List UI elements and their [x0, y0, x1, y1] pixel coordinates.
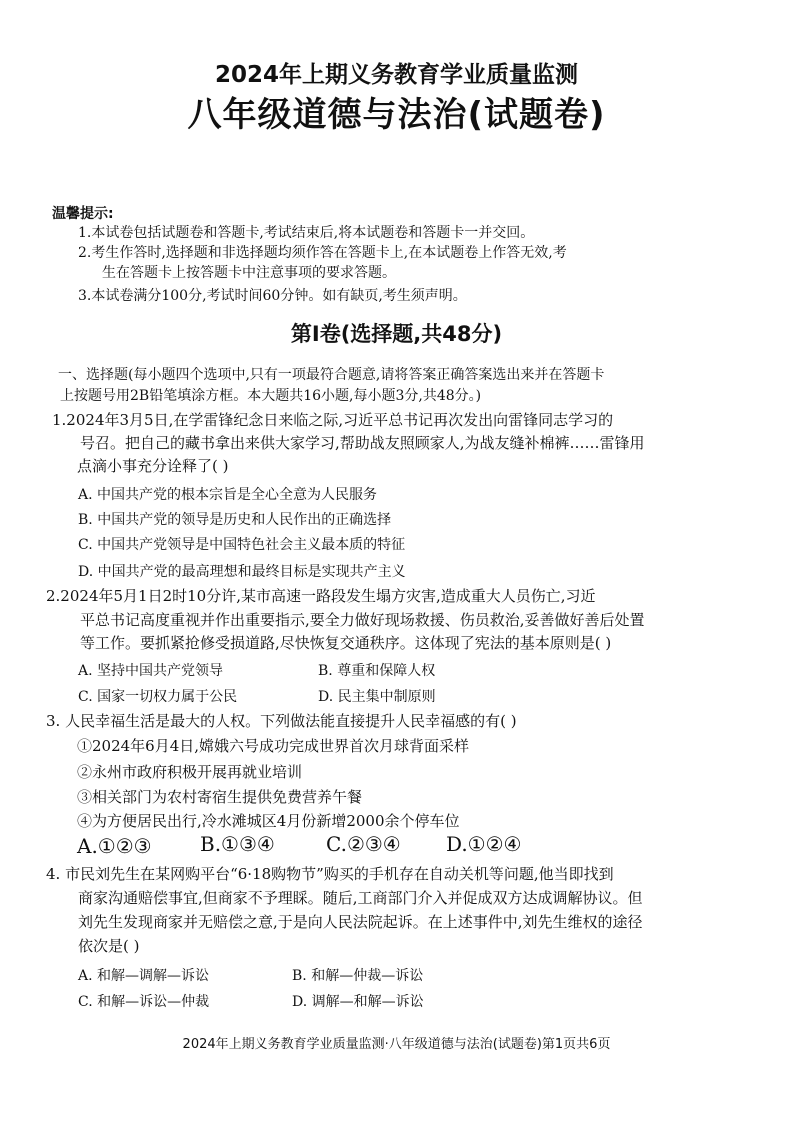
q1-option-d: D. 中国共产党的最高理想和最终目标是实现共产主义 [78, 564, 406, 580]
q3-option-a: A.①②③ [77, 834, 152, 858]
q2-line-3: 等工作。要抓紧抢修受损道路,尽快恢复交通秩序。这体现了宪法的基本原则是( ) [80, 634, 612, 652]
q3-option-d: D.①②④ [446, 832, 522, 856]
q1-option-a: A. 中国共产党的根本宗旨是全心全意为人民服务 [78, 487, 378, 503]
q4-line-1: 4. 市民刘先生在某网购平台“6·18购物节”购买的手机存在自动关机等问题,他当即找到 [46, 865, 614, 883]
q1-line-3: 点滴小事充分诠释了( ) [77, 457, 229, 475]
q2-option-a: A. 坚持中国共产党领导 [78, 663, 224, 679]
q2-option-d: D. 民主集中制原则 [318, 689, 436, 705]
tip-item-2-line-2: 生在答题卡上按答题卡中注意事项的要求答题。 [102, 265, 396, 281]
q4-option-b: B. 和解—仲裁—诉讼 [292, 968, 424, 984]
q3-item-3: ③相关部门为农村寄宿生提供免费营养午餐 [77, 788, 363, 806]
q2-line-2: 平总书记高度重视并作出重要指示,要全力做好现场救援、伤员救治,妥善做好善后处置 [80, 611, 645, 629]
q3-item-2: ②永州市政府积极开展再就业培训 [77, 763, 303, 781]
q2-line-1: 2.2024年5月1日2时10分许,某市高速一路段发生塌方灾害,造成重大人员伤亡,习近 [46, 587, 596, 605]
exam-title: 2024年上期义务教育学业质量监测 [214, 62, 578, 88]
q4-line-2: 商家沟通赔偿事宜,但商家不予理睬。随后,工商部门介入并促成双方达成调解协议。但 [78, 889, 643, 907]
tip-item-2-line-1: 2.考生作答时,选择题和非选择题均须作答在答题卡上,在本试题卷上作答无效,考 [78, 245, 567, 261]
q3-item-1: ①2024年6月4日,嫦娥六号成功完成世界首次月球背面采样 [77, 737, 470, 755]
section-instruction-line-1: 一、选择题(每小题四个选项中,只有一项最符合题意,请将答案正确答案选出来并在答题卡 [58, 367, 605, 383]
q4-option-c: C. 和解—诉讼—仲裁 [78, 994, 210, 1010]
q1-line-2: 号召。把自己的藏书拿出来供大家学习,帮助战友照顾家人,为战友缝补棉裤……雷锋用 [80, 434, 645, 452]
tip-item-1: 1.本试卷包括试题卷和答题卡,考试结束后,将本试题卷和答题卡一并交回。 [78, 225, 535, 241]
section-instruction-line-2: 上按题号用2B铅笔填涂方框。本大题共16小题,每小题3分,共48分。) [60, 388, 482, 404]
q4-line-3: 刘先生发现商家并无赔偿之意,于是向人民法院起诉。在上述事件中,刘先生维权的途径 [78, 913, 643, 931]
q1-option-c: C. 中国共产党领导是中国特色社会主义最本质的特征 [78, 537, 406, 553]
q1-line-1: 1.2024年3月5日,在学雷锋纪念日来临之际,习近平总书记再次发出向雷锋同志学习的 [52, 411, 614, 429]
q4-line-4: 依次是( ) [78, 937, 140, 955]
page-footer: 2024年上期义务教育学业质量监测·八年级道德与法治(试题卷)第1页共6页 [182, 1037, 611, 1052]
q2-option-c: C. 国家一切权力属于公民 [78, 689, 238, 705]
q3-option-c: C.②③④ [326, 832, 401, 856]
tip-item-3: 3.本试卷满分100分,考试时间60分钟。如有缺页,考生须声明。 [78, 288, 467, 304]
q1-option-b: B. 中国共产党的领导是历史和人民作出的正确选择 [78, 512, 392, 528]
tips-heading: 温馨提示: [52, 206, 114, 222]
q4-option-a: A. 和解—调解—诉讼 [78, 968, 210, 984]
section-title: 第I卷(选择题,共48分) [290, 322, 503, 346]
q3-item-4: ④为方便居民出行,冷水滩城区4月份新增2000余个停车位 [77, 812, 460, 830]
q4-option-d: D. 调解—和解—诉讼 [292, 994, 424, 1010]
q3-option-b: B.①③④ [200, 832, 275, 856]
q3-stem: 3. 人民幸福生活是最大的人权。下列做法能直接提升人民幸福感的有( ) [46, 712, 517, 730]
subject-title: 八年级道德与法治(试题卷) [187, 95, 606, 135]
q2-option-b: B. 尊重和保障人权 [318, 663, 436, 679]
